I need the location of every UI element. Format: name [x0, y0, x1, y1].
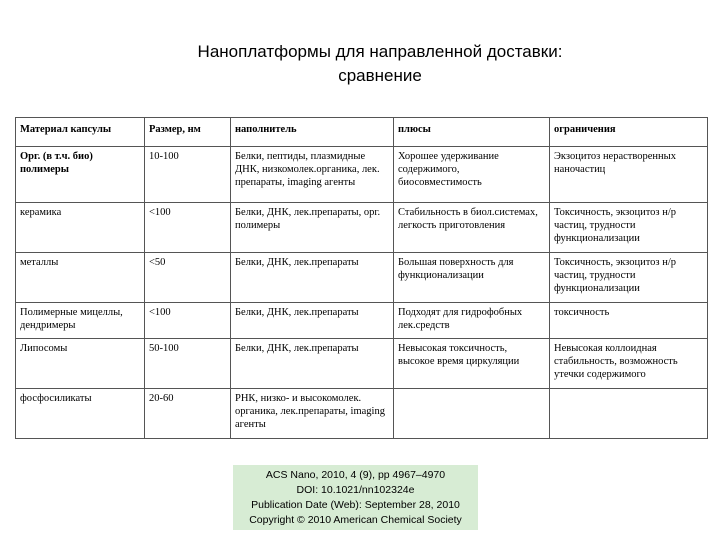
table-cell: Белки, ДНК, лек.препараты — [231, 303, 394, 339]
title-line-1: Наноплатформы для направленной доставки: — [197, 42, 563, 61]
table-cell: Токсичность, экзоцитоз н/р частиц, трудности функционализации — [550, 253, 708, 303]
title-line-2: сравнение — [338, 66, 422, 85]
table-cell: <50 — [145, 253, 231, 303]
header-cell: Размер, нм — [145, 118, 231, 147]
table-cell: фосфосиликаты — [16, 389, 145, 439]
header-cell: наполнитель — [231, 118, 394, 147]
citation-date: Publication Date (Web): September 28, 2010 — [251, 499, 460, 511]
header-cell: Материал капсулы — [16, 118, 145, 147]
table-cell: Токсичность, экзоцитоз н/р частиц, трудности функционализации — [550, 203, 708, 253]
table-row — [16, 147, 708, 203]
table-cell — [394, 389, 550, 439]
citation-journal: ACS Nano, 2010, 4 (9), pp 4967–4970 — [265, 469, 446, 481]
table-cell: <100 — [145, 203, 231, 253]
table-cell: Невысокая коллоидная стабильность, возможность утечки содержимого — [550, 339, 708, 389]
table-cell: Липосомы — [16, 339, 145, 389]
table-row — [16, 389, 708, 439]
table-cell: Невысокая токсичность, высокое время циркуляции — [394, 339, 550, 389]
table-header-row — [16, 118, 708, 147]
table-cell: РНК, низко- и высокомолек. органика, лек.препараты, imaging агенты — [231, 389, 394, 439]
citation-doi: DOI: 10.1021/nn102324e — [296, 484, 415, 496]
table-cell: Подходят для гидрофобных лек.средств — [394, 303, 550, 339]
table-cell: металлы — [16, 253, 145, 303]
citation-copyright: Copyright © 2010 American Chemical Society — [249, 514, 462, 526]
table-cell: 10-100 — [145, 147, 231, 203]
table-cell: Белки, ДНК, лек.препараты, орг. полимеры — [231, 203, 394, 253]
table-row — [16, 203, 708, 253]
table-cell: Полимерные мицеллы, дендримеры — [16, 303, 145, 339]
table-cell: Экзоцитоз нерастворенных наночастиц — [550, 147, 708, 203]
table-cell: 20-60 — [145, 389, 231, 439]
table-row — [16, 339, 708, 389]
table-row — [16, 303, 708, 339]
citation-box — [233, 465, 478, 530]
table-cell: Стабильность в биол.системах, легкость приготовления — [394, 203, 550, 253]
table-row — [16, 253, 708, 303]
table-cell: токсичность — [550, 303, 708, 339]
table-cell: Большая поверхность для функционализации — [394, 253, 550, 303]
table-cell: Хорошее удерживание содержимого, биосовместимость — [394, 147, 550, 203]
header-cell: плюсы — [394, 118, 550, 147]
table-cell: Орг. (в т.ч. био) полимеры — [16, 147, 145, 203]
table-cell: Белки, ДНК, лек.препараты — [231, 253, 394, 303]
page-title — [150, 40, 610, 88]
table-cell: 50-100 — [145, 339, 231, 389]
table-cell: <100 — [145, 303, 231, 339]
table-cell: Белки, пептиды, плазмидные ДНК, низкомолек.органика, лек. препараты, imaging агенты — [231, 147, 394, 203]
table-cell — [550, 389, 708, 439]
table-cell: керамика — [16, 203, 145, 253]
header-cell: ограничения — [550, 118, 708, 147]
table-cell: Белки, ДНК, лек.препараты — [231, 339, 394, 389]
comparison-table — [15, 117, 708, 439]
